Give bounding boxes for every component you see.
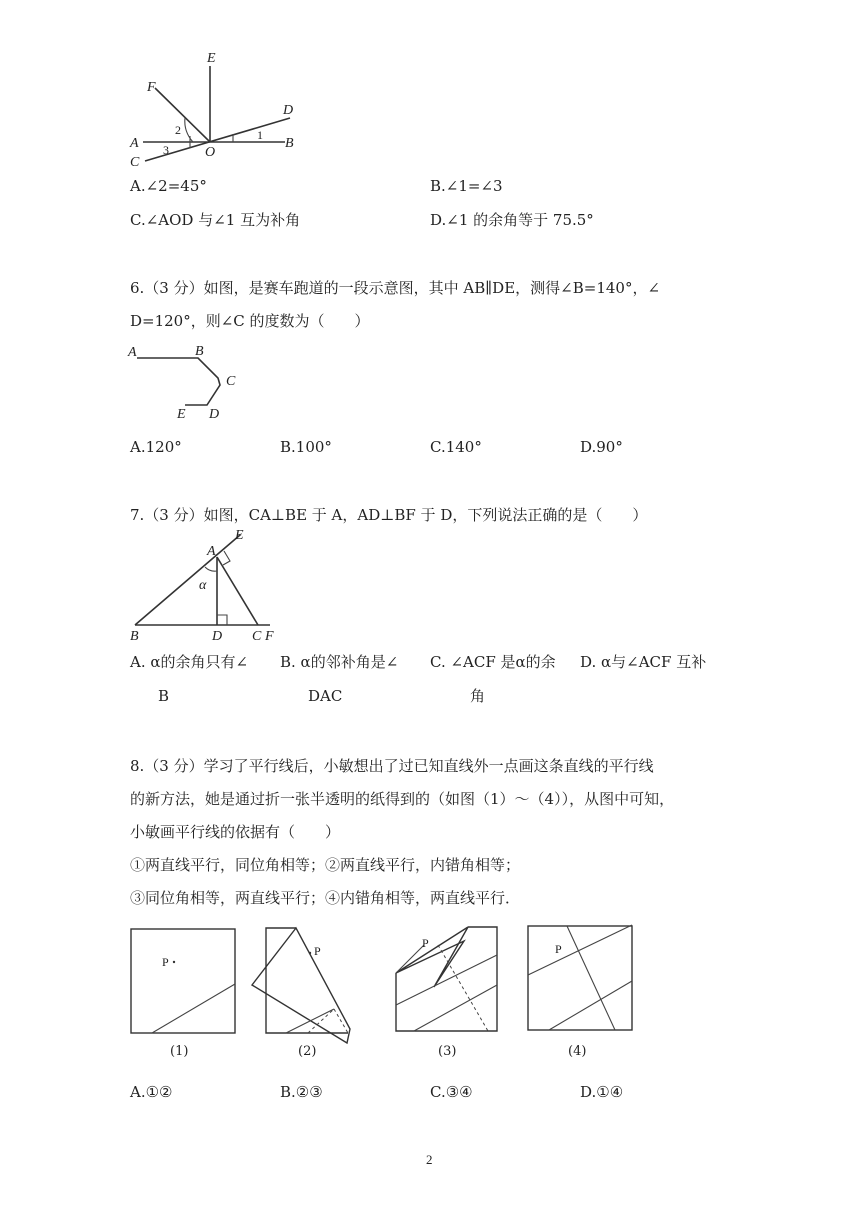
label-o: O	[205, 145, 216, 160]
label-c: C	[130, 155, 140, 170]
label-e: E	[235, 528, 244, 543]
q6-stem-line2: D=120°，则∠C 的度数为（ ）	[130, 312, 370, 330]
given-line	[286, 1009, 334, 1033]
q8-stem-line2: 的新方法，她是通过折一张半透明的纸得到的（如图（1）～（4）），从图中可知，	[130, 790, 675, 808]
label-p: P	[314, 944, 321, 958]
q8-option-b[interactable]: B.②③	[280, 1083, 323, 1101]
label-c: C	[226, 374, 236, 389]
q5-option-a[interactable]: A.∠2=45°	[130, 177, 207, 195]
paper-square	[131, 929, 235, 1033]
q7-triangle-figure	[125, 525, 285, 645]
q6-option-a[interactable]: A.120°	[130, 438, 182, 456]
label-a: A	[128, 345, 137, 360]
label-d: D	[283, 103, 294, 118]
q7-option-b[interactable]	[280, 652, 430, 706]
q8-reason-line2: ③同位角相等，两直线平行；④内错角相等，两直线平行．	[130, 889, 521, 907]
q8-stem-line1: 8.（3 分）学习了平行线后，小敏想出了过已知直线外一点画这条直线的平行线	[130, 757, 654, 775]
label-e: E	[177, 407, 186, 422]
right-angle-d	[217, 615, 227, 625]
q6-option-c[interactable]: C.140°	[430, 438, 482, 456]
q8-figure-2-caption: (2)	[298, 1044, 317, 1059]
q8-figure-4-caption: (4)	[568, 1044, 587, 1059]
q7-option-b-text-cont: DAC	[308, 687, 343, 705]
q8-figure-1	[130, 928, 236, 1034]
q7-option-d-text: D. α与∠ACF 互补	[580, 653, 707, 671]
paper-square-edges	[266, 928, 348, 1033]
q7-option-d[interactable]	[580, 652, 740, 672]
label-angle-3: 3	[163, 143, 169, 157]
flap-edge	[396, 945, 424, 973]
fold-crease	[567, 926, 615, 1030]
ray-of	[155, 88, 210, 142]
q8-reason-line1: ①两直线平行，同位角相等；②两直线平行，内错角相等；	[130, 856, 521, 874]
q8-option-c[interactable]: C.③④	[430, 1083, 473, 1101]
q8-figure-3	[394, 925, 504, 1035]
point-p-dot	[309, 952, 311, 954]
q5-option-d[interactable]: D.∠1 的余角等于 75.5°	[430, 211, 594, 229]
paper-square	[528, 926, 632, 1030]
q7-option-b-text: B. α的邻补角是∠	[280, 653, 399, 671]
label-e: E	[207, 51, 216, 66]
label-alpha: α	[199, 578, 207, 593]
label-b: B	[285, 136, 294, 151]
q7-stem-line1: 7.（3 分）如图，CA⊥BE 于 A，AD⊥BF 于 D，下列说法正确的是（ ）	[130, 506, 648, 524]
q8-option-d[interactable]: D.①④	[580, 1083, 624, 1101]
q5-option-c[interactable]: C.∠AOD 与∠1 互为补角	[130, 211, 301, 229]
line-be	[135, 535, 240, 625]
q7-option-c-text: C. ∠ACF 是α的余	[430, 653, 556, 671]
q8-figure-1-caption: (1)	[170, 1044, 189, 1059]
label-d: D	[209, 407, 220, 422]
label-f: F	[265, 629, 274, 644]
right-angle-a	[223, 551, 230, 565]
label-b: B	[195, 344, 204, 359]
label-p: P	[162, 955, 169, 969]
label-b: B	[130, 629, 139, 644]
q8-stem-line3: 小敏画平行线的依据有（ ）	[130, 823, 341, 841]
point-p-dot	[173, 961, 175, 963]
label-p: P	[422, 936, 429, 950]
q8-option-a[interactable]: A.①②	[130, 1083, 173, 1101]
label-angle-1: 1	[257, 128, 263, 142]
label-c: C	[252, 629, 262, 644]
angle-alpha-arc	[205, 567, 217, 571]
label-p: P	[555, 942, 562, 956]
q7-option-a-text: A. α的余角只有∠	[130, 653, 249, 671]
q7-option-a-text-cont: B	[158, 687, 170, 705]
label-a: A	[207, 544, 216, 559]
q7-option-c[interactable]	[430, 652, 580, 706]
q6-track-figure	[125, 340, 255, 425]
label-f: F	[147, 80, 156, 95]
q5-option-b[interactable]: B.∠1=∠3	[430, 177, 503, 195]
fold-crease	[438, 945, 488, 1031]
q6-option-d[interactable]: D.90°	[580, 438, 623, 456]
label-d: D	[212, 629, 223, 644]
page-number: 2	[426, 1152, 433, 1167]
parallel-line	[528, 925, 632, 975]
q7-option-a[interactable]	[130, 652, 280, 706]
paper-edges	[396, 927, 497, 1031]
label-angle-2: 2	[175, 123, 181, 137]
q6-stem-line1: 6.（3 分）如图，是赛车跑道的一段示意图，其中 AB∥DE，测得∠B=140°，∠	[130, 279, 661, 297]
q6-option-b[interactable]: B.100°	[280, 438, 332, 456]
q8-figure-4	[527, 925, 633, 1031]
q8-figure-2	[252, 925, 362, 1045]
track-path	[137, 358, 220, 405]
q5-angle-figure	[125, 48, 305, 178]
given-line	[549, 981, 632, 1030]
q7-option-c-text-cont: 角	[470, 687, 486, 705]
given-line	[152, 984, 235, 1033]
q8-figure-3-caption: (3)	[438, 1044, 457, 1059]
label-a: A	[130, 136, 139, 151]
